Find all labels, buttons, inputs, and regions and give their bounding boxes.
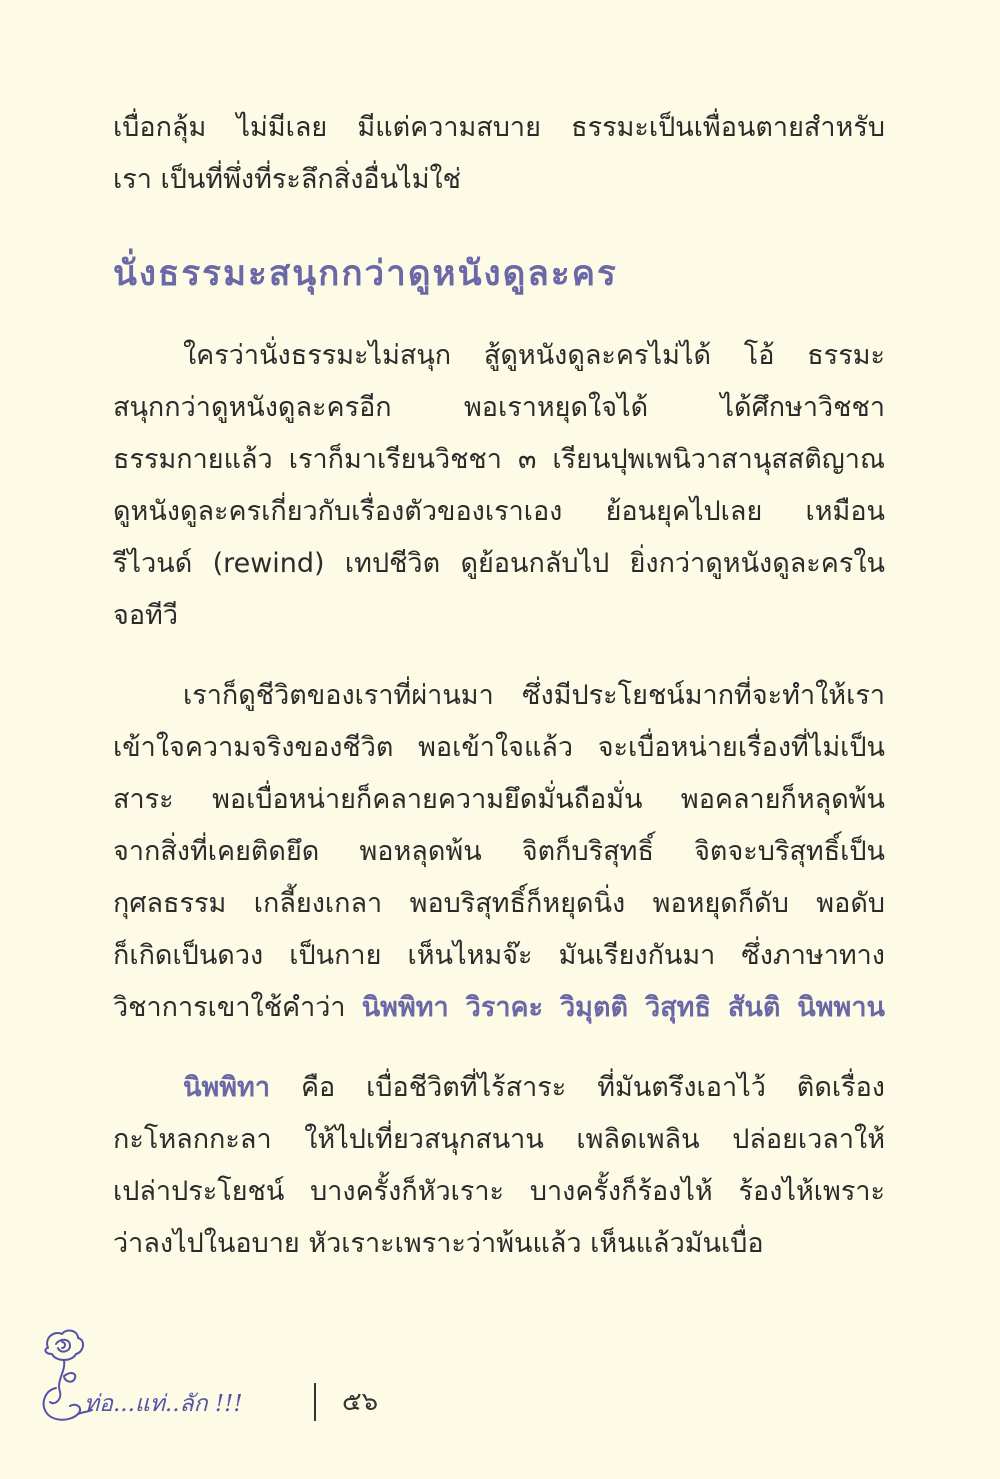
highlighted-term: นิพพิทา	[183, 1072, 271, 1103]
body-line: รีไวนด์ (rewind) เทปชีวิต ดูย้อนกลับไป ยิ่งกว่าดูหนังดูละครใน	[113, 548, 885, 579]
body-line: เราก็ดูชีวิตของเราที่ผ่านมา ซึ่งมีประโยชน์มากที่จะทำให้เรา	[183, 680, 885, 711]
body-line: ธรรมกายแล้ว เราก็มาเรียนวิชชา ๓ เรียนปุพเพนิวาสานุสสติญาณ	[113, 444, 885, 475]
body-line: ว่าลงไปในอบาย หัวเราะเพราะว่าพ้นแล้ว เห็นแล้วมันเบื่อ	[113, 1228, 764, 1259]
body-line: สาระ พอเบื่อหน่ายก็คลายความยึดมั่นถือมั่น พอคลายก็หลุดพ้น	[113, 784, 885, 815]
body-line	[113, 982, 885, 1034]
body-line: ดูหนังดูละครเกี่ยวกับเรื่องตัวของเราเอง ย้อนยุคไปเลย เหมือน	[113, 496, 885, 527]
body-text: คือ เบื่อชีวิตที่ไร้สาระ ที่มันตรึงเอาไว้ ติดเรื่อง	[270, 1072, 885, 1103]
body-text: วิชาการเขาใช้คำว่า	[113, 992, 362, 1023]
signature-text: ท่อ...แท่..ลัก !!!	[84, 1391, 243, 1417]
body-line: จากสิ่งที่เคยติดยึด พอหลุดพ้น จิตก็บริสุทธิ์ จิตจะบริสุทธิ์เป็น	[113, 836, 885, 867]
highlighted-terms: นิพพิทา วิราคะ วิมุตติ วิสุทธิ สันติ นิพพาน	[361, 992, 885, 1023]
page-number: ๕๖	[342, 1387, 379, 1417]
footer-divider	[314, 1383, 316, 1421]
body-line: ก็เกิดเป็นดวง เป็นกาย เห็นไหมจ๊ะ มันเรียงกันมา ซึ่งภาษาทาง	[113, 940, 885, 971]
body-line: กะโหลกกะลา ให้ไปเที่ยวสนุกสนาน เพลิดเพลิน ปล่อยเวลาให้	[113, 1124, 885, 1155]
body-line: สนุกกว่าดูหนังดูละครอีก พอเราหยุดใจได้ ได้ศึกษาวิชชา	[113, 392, 885, 423]
body-line: เข้าใจความจริงของชีวิต พอเข้าใจแล้ว จะเบื่อหน่ายเรื่องที่ไม่เป็น	[113, 732, 885, 763]
body-line: เปล่าประโยชน์ บางครั้งก็หัวเราะ บางครั้งก็ร้องไห้ ร้องไห้เพราะ	[113, 1176, 885, 1207]
body-line: กุศลธรรม เกลี้ยงเกลา พอบริสุทธิ์ก็หยุดนิ่ง พอหยุดก็ดับ พอดับ	[113, 888, 885, 919]
body-line: จอทีวี	[113, 600, 178, 631]
body-line: เบื่อกลุ้ม ไม่มีเลย มีแต่ความสบาย ธรรมะเป็นเพื่อนตายสำหรับ	[113, 112, 885, 143]
body-line: เรา เป็นที่พึ่งที่ระลึกสิ่งอื่นไม่ใช่	[113, 164, 461, 195]
body-line: ใครว่านั่งธรรมะไม่สนุก สู้ดูหนังดูละครไม่ได้ โอ้ ธรรมะ	[183, 340, 885, 371]
section-heading: นั่งธรรมะสนุกกว่าดูหนังดูละคร	[113, 254, 618, 294]
body-line	[183, 1062, 885, 1114]
